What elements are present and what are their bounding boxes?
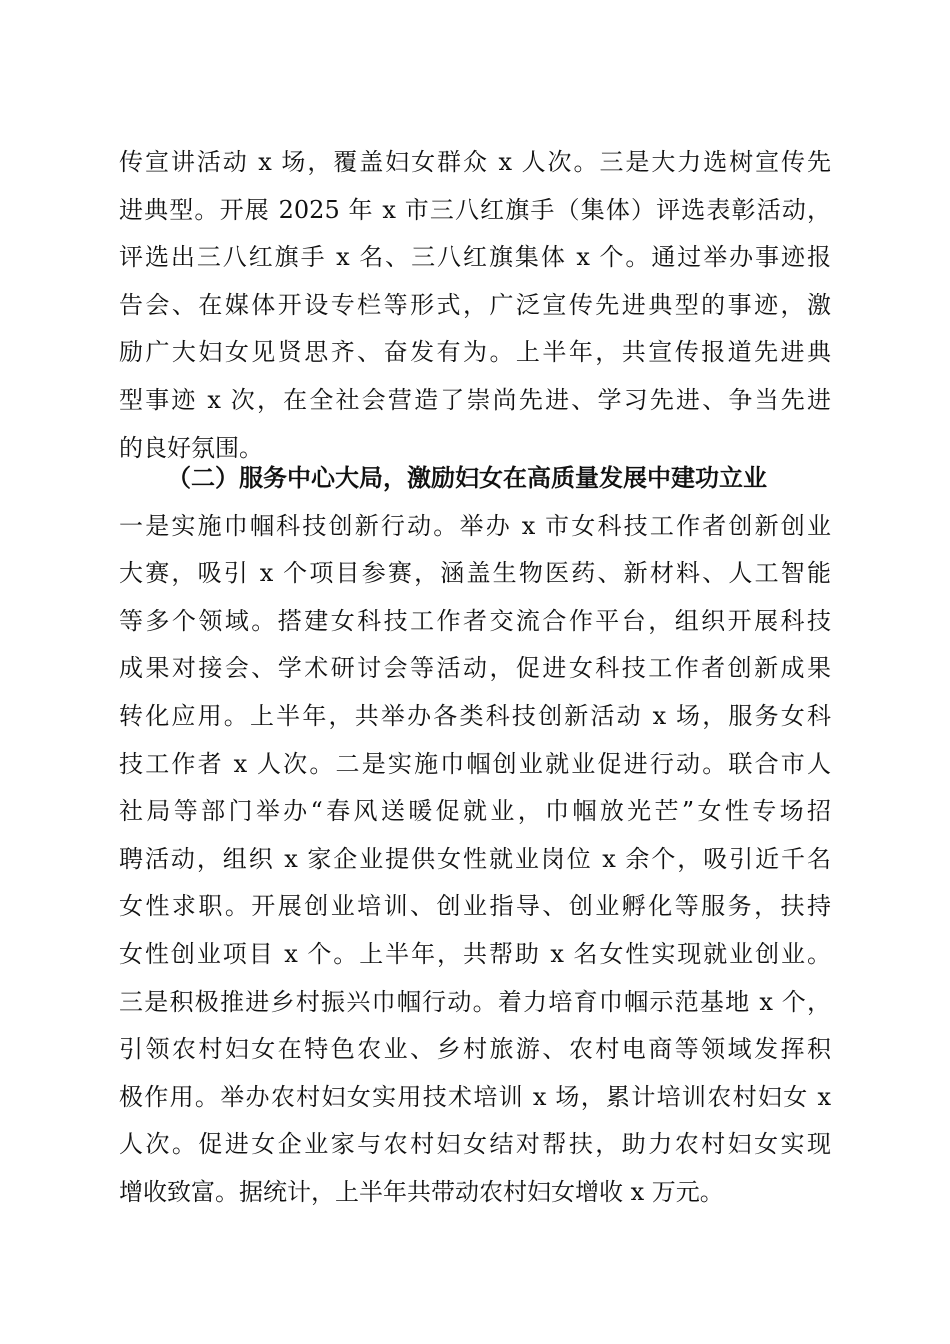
paragraph-line: 人次。促进女企业家与农村妇女结对帮扶，助力农村妇女实现 xyxy=(119,1130,831,1159)
section-2 xyxy=(119,455,831,1217)
section-heading: （二）服务中心大局，激励妇女在高质量发展中建功立业 xyxy=(167,464,767,492)
paragraph-line: 女性创业项目 x 个。上半年，共帮助 x 名女性实现就业创业。 xyxy=(119,939,831,968)
paragraph-line: 转化应用。上半年，共举办各类科技创新活动 x 场，服务女科 xyxy=(119,701,831,730)
paragraph-line: 技工作者 x 人次。二是实施巾帼创业就业促进行动。联合市人 xyxy=(119,749,831,778)
paragraph-line: 等多个领域。搭建女科技工作者交流合作平台，组织开展科技 xyxy=(119,606,831,635)
paragraph-line: 型事迹 x 次，在全社会营造了崇尚先进、学习先进、争当先进 xyxy=(119,385,831,414)
paragraph-line: 成果对接会、学术研讨会等活动，促进女科技工作者创新成果 xyxy=(119,654,831,683)
paragraph-line: 告会、在媒体开设专栏等形式，广泛宣传先进典型的事迹，激 xyxy=(119,290,831,319)
paragraph-line: 极作用。举办农村妇女实用技术培训 x 场，累计培训农村妇女 x xyxy=(119,1082,831,1111)
paragraph-line: 评选出三八红旗手 x 名、三八红旗集体 x 个。通过举办事迹报 xyxy=(119,243,831,272)
paragraph-line: 女性求职。开展创业培训、创业指导、创业孵化等服务，扶持 xyxy=(119,892,831,921)
paragraph-line: 社局等部门举办“春风送暖促就业，巾帼放光芒”女性专场招 xyxy=(119,797,831,826)
paragraph-line: 传宣讲活动 x 场，覆盖妇女群众 x 人次。三是大力选树宣传先 xyxy=(119,148,831,176)
paragraph-line: 三是积极推进乡村振兴巾帼行动。着力培育巾帼示范基地 x 个， xyxy=(119,987,831,1016)
paragraph-1 xyxy=(119,139,831,472)
paragraph-line: 增收致富。据统计，上半年共带动农村妇女增收 x 万元。 xyxy=(119,1177,724,1206)
paragraph-line: 聘活动，组织 x 家企业提供女性就业岗位 x 余个，吸引近千名 xyxy=(119,844,831,873)
paragraph-line: 引领农村妇女在特色农业、乡村旅游、农村电商等领域发挥积 xyxy=(119,1035,831,1064)
paragraph-line: 的良好氛围。 xyxy=(119,433,263,462)
paragraph-line: 一是实施巾帼科技创新行动。举办 x 市女科技工作者创新创业 xyxy=(119,511,831,540)
paragraph-line: 励广大妇女见贤思齐、奋发有为。上半年，共宣传报道先进典 xyxy=(119,338,831,367)
paragraph-line: 进典型。开展 2025 年 x 市三八红旗手（集体）评选表彰活动， xyxy=(119,195,831,224)
paragraph-line: 大赛，吸引 x 个项目参赛，涵盖生物医药、新材料、人工智能 xyxy=(119,559,831,588)
